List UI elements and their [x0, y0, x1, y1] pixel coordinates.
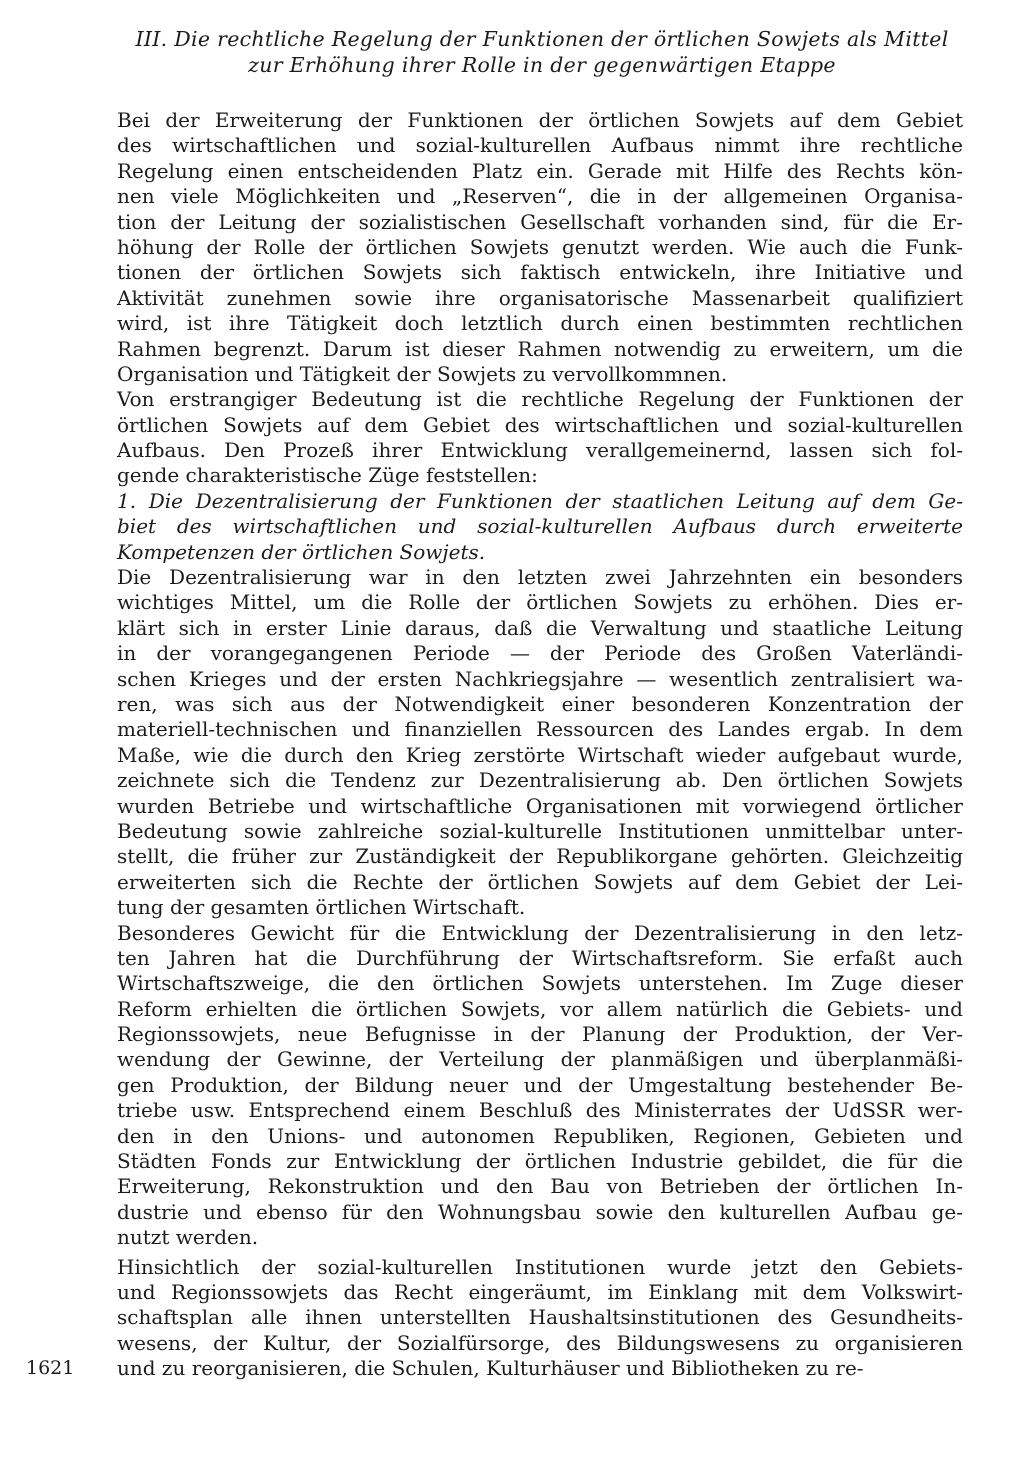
text-line: biet des wirtschaftlichen und sozial-kulturellen Aufbaus durch erweiterte	[117, 514, 963, 539]
text-line: wendung der Gewinne, der Verteilung der planmäßigen und überplanmäßi-	[117, 1047, 963, 1072]
text-line: 1. Die Dezentralisierung der Funktionen der staatlichen Leitung auf dem Ge-	[117, 488, 963, 513]
text-line: Kompetenzen der örtlichen Sowjets.	[117, 539, 486, 564]
text-line: Städten Fonds zur Entwicklung der örtlichen Industrie gebildet, die für die	[117, 1149, 963, 1174]
text-line: Rahmen begrenzt. Darum ist dieser Rahmen notwendig zu erweitern, um die	[117, 336, 963, 361]
text-line: Aufbaus. Den Prozeß ihrer Entwicklung verallgemeinernd, lassen sich fol-	[117, 438, 963, 463]
paragraph	[117, 108, 963, 387]
text-line: Besonderes Gewicht für die Entwicklung der Dezentralisierung in den letz-	[117, 920, 963, 945]
text-line: nen viele Möglichkeiten und „Reserven“, die in der allgemeinen Organisa-	[117, 184, 963, 209]
section-heading	[112, 26, 972, 78]
text-line: Regionssowjets, neue Befugnisse in der Planung der Produktion, der Ver-	[117, 1022, 963, 1047]
italic-subheading-paragraph	[117, 489, 963, 565]
text-line: den in den Unions- und autonomen Republiken, Regionen, Gebieten und	[117, 1123, 963, 1148]
section-heading-line: III. Die rechtliche Regelung der Funktionen der örtlichen Sowjets als Mittel	[135, 27, 949, 51]
text-line: gende charakteristische Züge feststellen:	[117, 463, 538, 488]
text-line: Maße, wie die durch den Krieg zerstörte Wirtschaft wieder aufgebaut wurde,	[117, 742, 963, 767]
text-line: Aktivität zunehmen sowie ihre organisatorische Massenarbeit qualifiziert	[117, 285, 963, 310]
text-line: schen Krieges und der ersten Nachkriegsjahre — wesentlich zentralisiert wa-	[117, 666, 963, 691]
text-line: des wirtschaftlichen und sozial-kulturellen Aufbaus nimmt ihre rechtliche	[117, 133, 963, 158]
text-line: Von erstrangiger Bedeutung ist die rechtliche Regelung der Funktionen der	[117, 387, 963, 412]
text-line: materiell-technischen und finanziellen Ressourcen des Landes ergab. In dem	[117, 717, 963, 742]
text-line: wurden Betriebe und wirtschaftliche Organisationen mit vorwiegend örtlicher	[117, 793, 963, 818]
text-line: erweiterten sich die Rechte der örtlichen Sowjets auf dem Gebiet der Lei-	[117, 869, 963, 894]
text-line: örtlichen Sowjets auf dem Gebiet des wirtschaftlichen und sozial-kulturellen	[117, 412, 963, 437]
text-line: tung der gesamten örtlichen Wirtschaft.	[117, 895, 526, 920]
text-line: und zu reorganisieren, die Schulen, Kulturhäuser und Bibliotheken zu re-	[117, 1356, 864, 1381]
text-line: wichtiges Mittel, um die Rolle der örtlichen Sowjets zu erhöhen. Dies er-	[117, 590, 963, 615]
section-heading-line: zur Erhöhung ihrer Rolle in der gegenwärtigen Etappe	[248, 53, 836, 77]
text-line: wesens, der Kultur, der Sozialfürsorge, des Bildungswesens zu organisieren	[117, 1330, 963, 1355]
text-line: Bei der Erweiterung der Funktionen der örtlichen Sowjets auf dem Gebiet	[117, 108, 963, 132]
text-line: triebe usw. Entsprechend einem Beschluß des Ministerrates der UdSSR wer-	[117, 1098, 963, 1123]
page-number: 1621	[26, 1357, 75, 1379]
text-line: Reform erhielten die örtlichen Sowjets, vor allem natürlich die Gebiets- und	[117, 996, 963, 1021]
text-line: ten Jahren hat die Durchführung der Wirtschaftsreform. Sie erfaßt auch	[117, 945, 963, 970]
text-line: stellt, die früher zur Zuständigkeit der Republikorgane gehörten. Gleichzeitig	[117, 844, 963, 869]
text-line: schaftsplan alle ihnen unterstellten Haushaltsinstitutionen des Gesundheits-	[117, 1305, 963, 1330]
paragraph	[117, 387, 963, 489]
text-line: klärt sich in erster Linie daraus, daß die Verwaltung und staatliche Leitung	[117, 615, 963, 640]
text-line: nutzt werden.	[117, 1225, 259, 1250]
text-line: Organisation und Tätigkeit der Sowjets zu vervollkommnen.	[117, 361, 728, 386]
text-line: wird, ist ihre Tätigkeit doch letztlich durch einen bestimmten rechtlichen	[117, 311, 963, 336]
paragraph	[117, 1255, 963, 1382]
text-line: Wirtschaftszweige, die den örtlichen Sowjets unterstehen. Im Zuge dieser	[117, 971, 963, 996]
text-line: Die Dezentralisierung war in den letzten zwei Jahrzehnten ein besonders	[117, 565, 963, 590]
text-line: und Regionssowjets das Recht eingeräumt, im Einklang mit dem Volkswirt-	[117, 1279, 963, 1304]
text-line: Hinsichtlich der sozial-kulturellen Institutionen wurde jetzt den Gebiets-	[117, 1254, 963, 1279]
text-line: zeichnete sich die Tendenz zur Dezentralisierung ab. Den örtlichen Sowjets	[117, 768, 963, 793]
paragraph	[117, 565, 963, 920]
text-line: Erweiterung, Rekonstruktion und den Bau von Betrieben der örtlichen In-	[117, 1174, 963, 1199]
text-line: tion der Leitung der sozialistischen Gesellschaft vorhanden sind, für die Er-	[117, 209, 963, 234]
text-line: in der vorangegangenen Periode — der Periode des Großen Vaterländi-	[117, 641, 963, 666]
text-line: höhung der Rolle der örtlichen Sowjets genutzt werden. Wie auch die Funk-	[117, 234, 963, 259]
text-line: tionen der örtlichen Sowjets sich faktisch entwickeln, ihre Initiative und	[117, 260, 963, 285]
text-line: Bedeutung sowie zahlreiche sozial-kulturelle Institutionen unmittelbar unter-	[117, 818, 963, 843]
text-line: ren, was sich aus der Notwendigkeit einer besonderen Konzentration der	[117, 691, 963, 716]
text-line: dustrie und ebenso für den Wohnungsbau sowie den kulturellen Aufbau ge-	[117, 1199, 963, 1224]
text-line: Regelung einen entscheidenden Platz ein. Gerade mit Hilfe des Rechts kön-	[117, 158, 963, 183]
paragraph	[117, 921, 963, 1251]
body-text	[117, 108, 963, 1382]
text-line: gen Produktion, der Bildung neuer und der Umgestaltung bestehender Be-	[117, 1072, 963, 1097]
